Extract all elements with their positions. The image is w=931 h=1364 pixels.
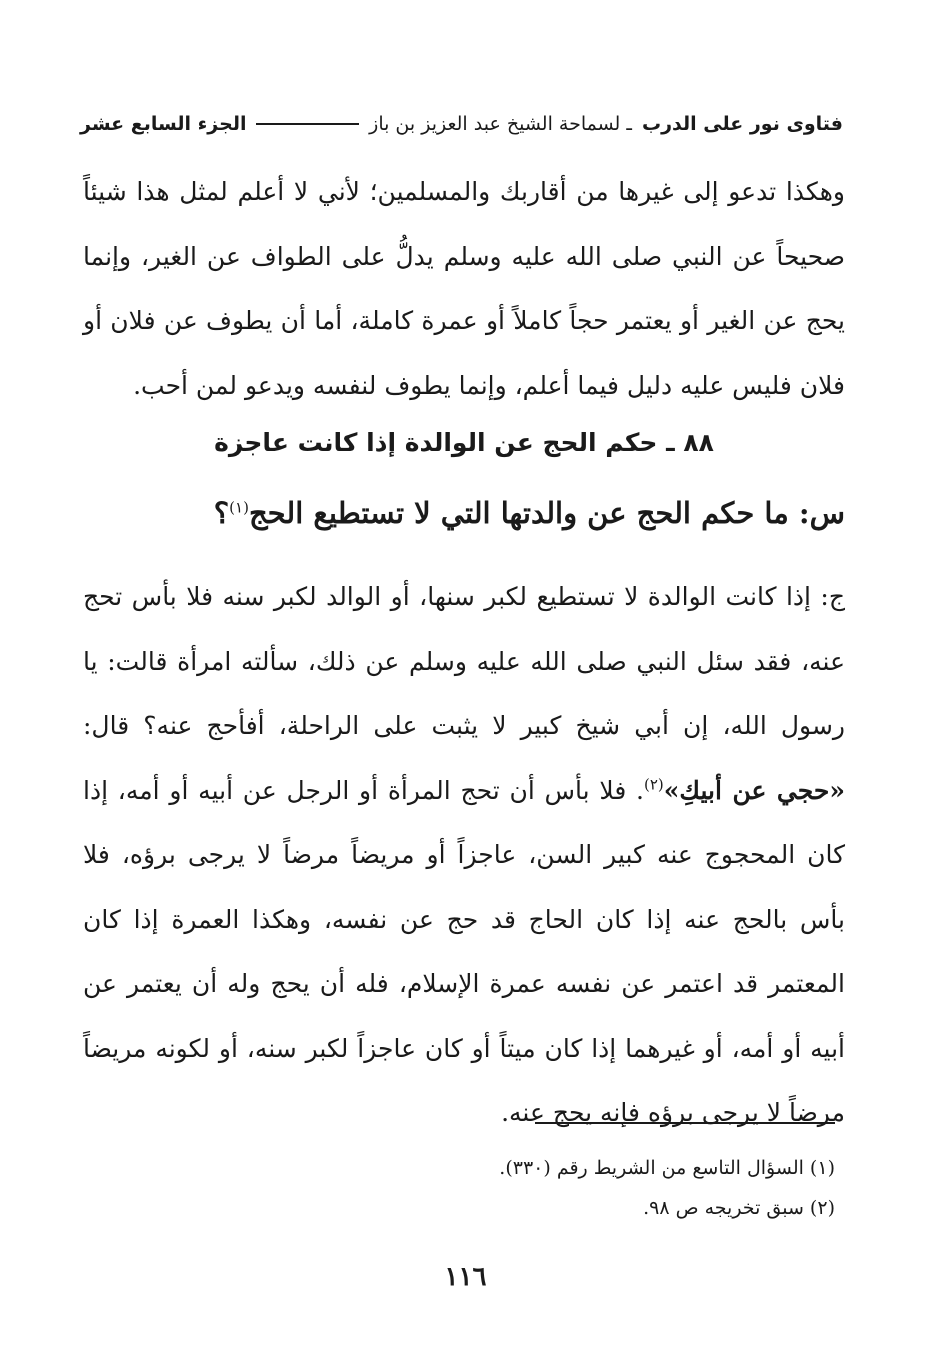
answer-text-part1: ج: إذا كانت الوالدة لا تستطيع لكبر سنها، أو الوالد لكبر سنه فلا بأس تحج عنه، فقد سئل النبي صلى الله عليه وسلم عن ذلك، سألته امرأة قالت: يا رسول الله، إن أبي شيخ كبير لا يثبت على الراحلة، أفأحج عنه؟ قال: (83, 582, 845, 740)
hadith-quote: «حجي عن أبيكِ» (663, 775, 845, 805)
question-mark: ؟ (213, 496, 230, 530)
footnote-1: (١) السؤال التاسع من الشريط رقم (٣٣٠). (499, 1157, 835, 1179)
answer-footnote-ref: (٢) (644, 775, 664, 794)
answer-text-part2: . فلا بأس أن تحج المرأة أو الرجل عن أبيه أو أمه، إذا كان المحجوج عنه كبير السن، عاجزاً أو مريضاً مرضاً لا يرجى برؤه، فلا بأس بالحج عنه إذا كان الحاج قد حج عن نفسه، وهكذا العمرة إذا كان المعتمر قد اعتمر عن نفسه عمرة الإسلام، فله أن يحج وله أن يعتمر عن أبيه أو أمه، أو غيرهما إذا كان ميتاً أو كان عاجزاً لكبر سنه، أو لكونه مريضاً مرضاً لا يرجى برؤه فإنه يحج عنه. (83, 775, 845, 1127)
page-number: ١١٦ (444, 1262, 487, 1292)
book-title: فتاوى نور على الدرب (642, 113, 843, 135)
section-heading: ٨٨ ـ حكم الحج عن الوالدة إذا كانت عاجزة (214, 428, 714, 457)
answer-paragraph (83, 565, 845, 1146)
footnotes (83, 1148, 835, 1228)
question-text: س: ما حكم الحج عن والدتها التي لا تستطيع الحج (248, 496, 845, 530)
volume-part: الجزء السابع عشر (80, 113, 247, 135)
header-title-group (369, 113, 843, 135)
header-rule (256, 123, 359, 125)
author-name: ـ لسماحة الشيخ عبد العزيز بن باز (369, 113, 632, 135)
footnote-2: (٢) سبق تخريجه ص ٩٨. (643, 1197, 835, 1219)
running-header (80, 108, 843, 140)
footnote-separator (535, 1122, 835, 1124)
question (83, 485, 845, 541)
question-footnote-ref: (١) (229, 498, 249, 517)
intro-paragraph: وهكذا تدعو إلى غيرها من أقاربك والمسلمين؛ لأني لا أعلم لمثل هذا شيئاً صحيحاً عن النبي صلى الله عليه وسلم يدلُّ على الطواف عن الغير، وإنما يحج عن الغير أو يعتمر حجاً كاملاً أو عمرة كاملة، أما أن يطوف عن فلان أو فلان فليس عليه دليل فيما أعلم، وإنما يطوف لنفسه ويدعو لمن أحب. (83, 177, 845, 400)
